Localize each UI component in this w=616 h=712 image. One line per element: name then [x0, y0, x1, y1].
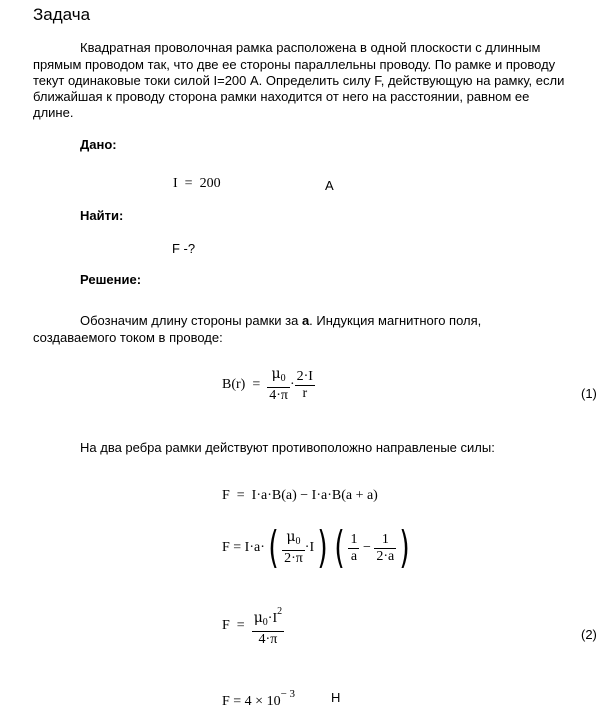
find-heading: Найти: [80, 208, 124, 223]
eq2-current: ·I [267, 611, 278, 626]
result-lhs: F = 4 × 10 [222, 694, 281, 709]
eqb-fraction-1 [348, 532, 359, 565]
eqb-fraction-mu [282, 529, 305, 567]
eqb-f2-num: 1 [374, 532, 396, 549]
result-exponent: − 3 [280, 688, 296, 700]
eqb-fraction-2 [374, 532, 396, 565]
eqb-f2-den: 2·a [376, 548, 395, 564]
eqb-f1-num: 1 [350, 531, 358, 547]
eq1-num-2: 2·I [296, 368, 313, 384]
eq1-den-2: r [302, 385, 308, 401]
eqb-minus: − [362, 540, 371, 555]
left-paren-icon: ( [334, 522, 346, 573]
eq2-fraction [252, 604, 284, 648]
mu-symbol: μ [286, 529, 296, 545]
given-unit: А [325, 178, 334, 193]
given-eq: = [184, 176, 193, 191]
given-equation [173, 176, 221, 192]
solution-heading: Решение: [80, 272, 142, 287]
eq1-label: (1) [581, 386, 597, 401]
problem-line: прямым проводом так, что две ее стороны параллельны проводу. По рамке и проводу [33, 57, 556, 72]
mu-symbol: μ [253, 610, 263, 626]
equation-result [222, 688, 295, 710]
eq2-power: 2 [277, 606, 283, 617]
given-value: 200 [199, 176, 221, 191]
page-title: Задача [33, 5, 91, 24]
given-var: I [173, 176, 178, 191]
mu-subscript: 0 [262, 617, 268, 628]
eq2-lhs: F = [222, 618, 245, 633]
eq1-eq: = [252, 377, 261, 392]
mu-symbol: μ [271, 366, 281, 382]
equation-2 [222, 604, 284, 648]
problem-line: длине. [33, 105, 74, 120]
equation-1 [222, 366, 315, 404]
eqb-lhs: F = I·a· [222, 540, 265, 555]
right-paren-icon: ) [399, 522, 411, 573]
eq2-label: (2) [581, 627, 597, 642]
result-unit: Н [331, 690, 341, 705]
left-paren-icon: ( [268, 522, 279, 573]
eq1-lhs: B(r) [222, 377, 246, 392]
equation-force-expanded [222, 522, 413, 573]
solution-intro-text: . Индукция магнитного поля, [309, 313, 482, 328]
solution-intro-var: a [301, 313, 310, 328]
solution-intro-line2: создаваемого током в проводе: [33, 330, 223, 345]
equation-force-difference: F = I·a·B(a) − I·a·B(a + a) [222, 488, 378, 503]
find-item: F -? [172, 241, 196, 256]
problem-line: ближайшая к проводу сторона рамки находится от него на расстоянии, равном ее [33, 89, 530, 104]
eqb-den: 2·π [284, 551, 303, 566]
eq1-den-1: 4·π [269, 388, 288, 403]
eq1-fraction-2 [295, 369, 315, 402]
eq2-den: 4·π [258, 632, 278, 647]
eqb-mid: ·I [304, 540, 315, 555]
mu-subscript: 0 [280, 373, 286, 384]
forces-text: На два ребра рамки действуют противоположно направленые силы: [80, 440, 495, 455]
mu-subscript: 0 [295, 536, 301, 547]
problem-line: текут одинаковые токи силой I=200 А. Определить силу F, действующую на рамку, если [33, 73, 565, 88]
eq1-fraction-1 [267, 366, 290, 404]
solution-intro-text: Обозначим длину стороны рамки за [80, 313, 302, 328]
solution-intro [80, 313, 481, 328]
right-paren-icon: ) [317, 522, 328, 573]
problem-line: Квадратная проволочная рамка расположена в одной плоскости с длинным [80, 40, 541, 55]
eq1-dot: · [289, 377, 295, 392]
eqb-f1-den: a [350, 548, 358, 564]
given-heading: Дано: [80, 137, 117, 152]
